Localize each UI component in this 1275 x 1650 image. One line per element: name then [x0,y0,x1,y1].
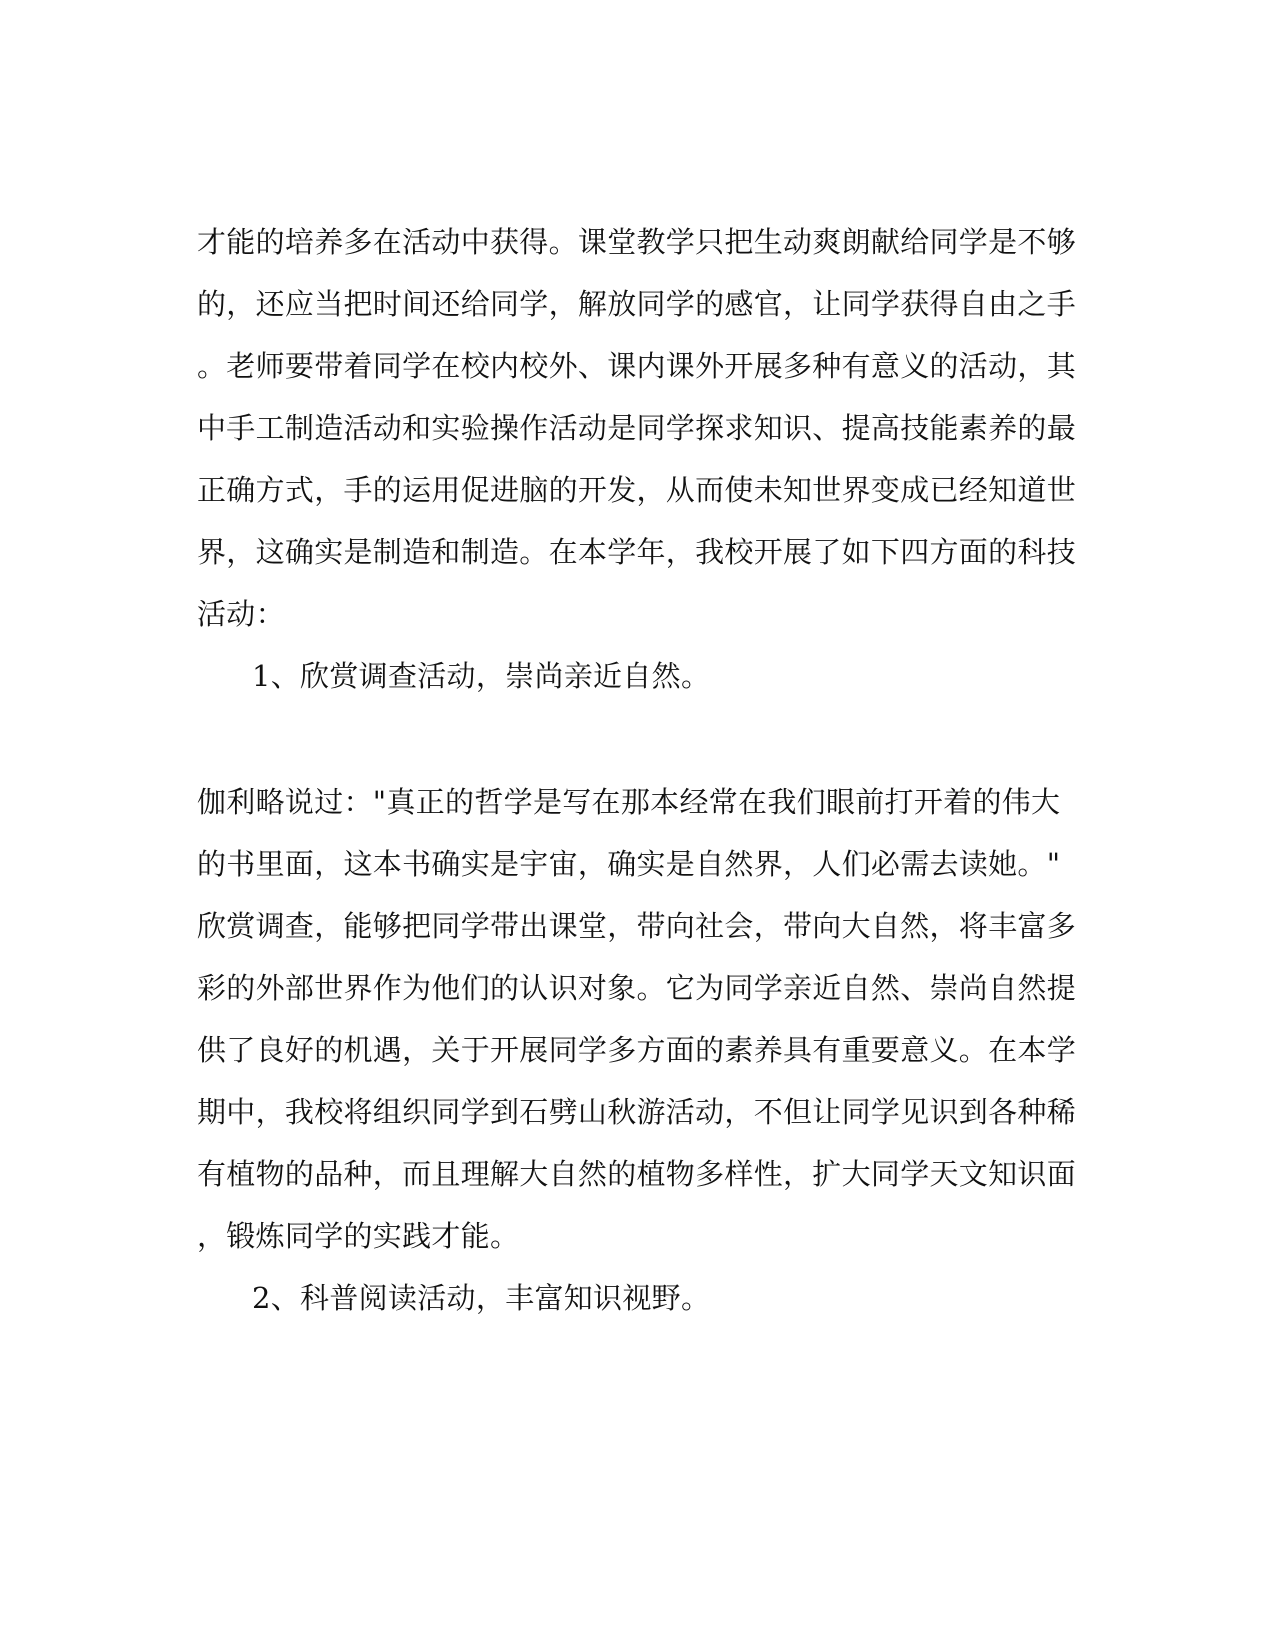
body-text-line: ，锻炼同学的实践才能。 [197,1219,520,1253]
body-text-line: 活动： [197,597,285,631]
body-text-line: 供了良好的机遇，关于开展同学多方面的素养具有重要意义。在本学 [197,1033,1077,1067]
body-text-line: 期中，我校将组织同学到石劈山秋游活动，不但让同学见识到各种稀 [197,1095,1077,1129]
body-text-line: 欣赏调查，能够把同学带出课堂，带向社会，带向大自然，将丰富多 [197,909,1077,943]
body-text-line: 界，这确实是制造和制造。在本学年，我校开展了如下四方面的科技 [197,535,1077,569]
body-text-line: 伽利略说过："真正的哲学是写在那本经常在我们眼前打开着的伟大 [197,785,1061,819]
body-text-line: 的，还应当把时间还给同学，解放同学的感官，让同学获得自由之手 [197,287,1077,321]
section-heading: 2、科普阅读活动，丰富知识视野。 [252,1281,711,1315]
body-text-line: 的书里面，这本书确实是宇宙，确实是自然界，人们必需去读她。" [197,847,1061,881]
body-text-line: 有植物的品种，而且理解大自然的植物多样性，扩大同学天文知识面 [197,1157,1077,1191]
body-text-line: 。老师要带着同学在校内校外、课内课外开展多种有意义的活动，其 [197,349,1077,383]
body-text-line: 彩的外部世界作为他们的认识对象。它为同学亲近自然、崇尚自然提 [197,971,1077,1005]
body-text-line: 正确方式，手的运用促进脑的开发，从而使未知世界变成已经知道世 [197,473,1077,507]
body-text-line: 才能的培养多在活动中获得。课堂教学只把生动爽朗献给同学是不够 [197,225,1077,259]
section-heading: 1、欣赏调查活动，崇尚亲近自然。 [252,659,711,693]
body-text-line: 中手工制造活动和实验操作活动是同学探求知识、提高技能素养的最 [197,411,1077,445]
